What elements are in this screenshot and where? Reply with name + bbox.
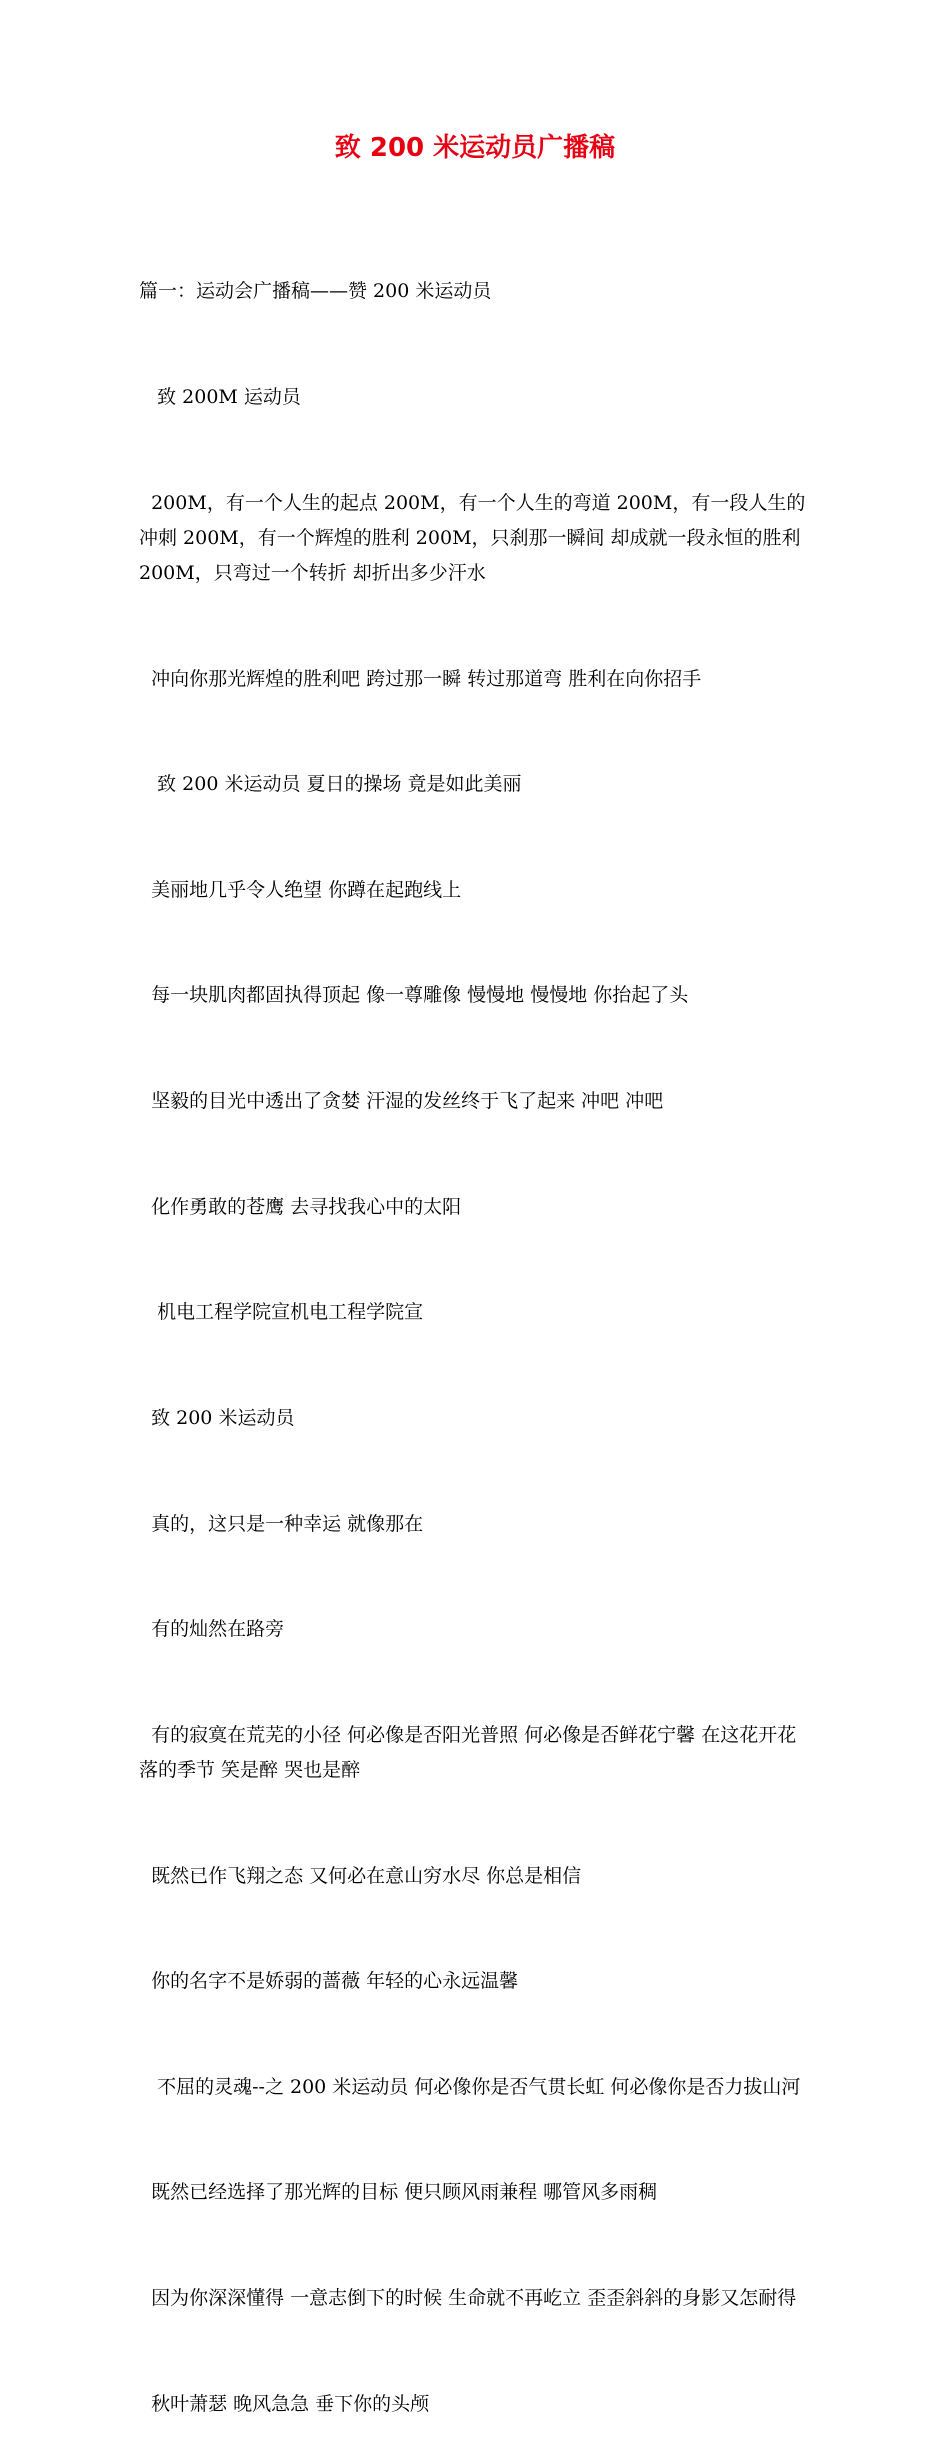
paragraph: 有的寂寞在荒芜的小径 何必像是否阳光普照 何必像是否鲜花宁馨 在这花开花落的季节 笑是醉 哭也是醉 — [139, 1723, 797, 1781]
paragraph: 既然已经选择了那光辉的目标 便只顾风雨兼程 哪管风多雨稠 — [139, 2181, 658, 2204]
paragraph: 坚毅的目光中透出了贪婪 汗湿的发丝终于飞了起来 冲吧 冲吧 — [139, 1090, 664, 1113]
paragraph: 因为你深深懂得 一意志倒下的时候 生命就不再屹立 歪歪斜斜的身影又怎耐得 — [139, 2286, 797, 2309]
paragraph: 篇一：运动会广播稿——赞 200 米运动员 — [139, 280, 492, 303]
paragraph: 机电工程学院宣机电工程学院宣 — [139, 1301, 424, 1324]
paragraph: 不屈的灵魂--之 200 米运动员 何必像你是否气贯长虹 何必像你是否力拔山河 — [139, 2075, 801, 2098]
paragraph: 化作勇敢的苍鹰 去寻找我心中的太阳 — [139, 1195, 462, 1218]
paragraph: 有的灿然在路旁 — [139, 1618, 285, 1641]
paragraph: 冲向你那光辉煌的胜利吧 跨过那一瞬 转过那道弯 胜利在向你招手 — [139, 667, 702, 690]
paragraph: 秋叶萧瑟 晚风急急 垂下你的头颅 — [139, 2392, 430, 2415]
paragraph: 致 200 米运动员 夏日的操场 竟是如此美丽 — [139, 773, 522, 796]
document-title: 致 200 米运动员广播稿 — [334, 133, 616, 163]
paragraph: 200M，有一个人生的起点 200M，有一个人生的弯道 200M，有一段人生的冲刺 200M，有一个辉煌的胜利 200M，只刹那一瞬间 却成就一段永恒的胜利 200M，只弯过一个转折 却折出多少汗水 — [139, 491, 807, 585]
paragraph: 你的名字不是娇弱的蔷薇 年轻的心永远温馨 — [139, 1970, 519, 1993]
paragraph: 美丽地几乎令人绝望 你蹲在起跑线上 — [139, 878, 462, 901]
paragraph: 致 200 米运动员 — [139, 1406, 295, 1429]
paragraph: 既然已作飞翔之态 又何必在意山穷水尽 你总是相信 — [139, 1864, 582, 1887]
document-body — [139, 204, 815, 2460]
paragraph: 每一块肌肉都固执得顶起 像一尊雕像 慢慢地 慢慢地 你抬起了头 — [139, 984, 689, 1007]
paragraph: 致 200M 运动员 — [139, 386, 301, 409]
paragraph: 真的，这只是一种幸运 就像那在 — [139, 1512, 424, 1535]
